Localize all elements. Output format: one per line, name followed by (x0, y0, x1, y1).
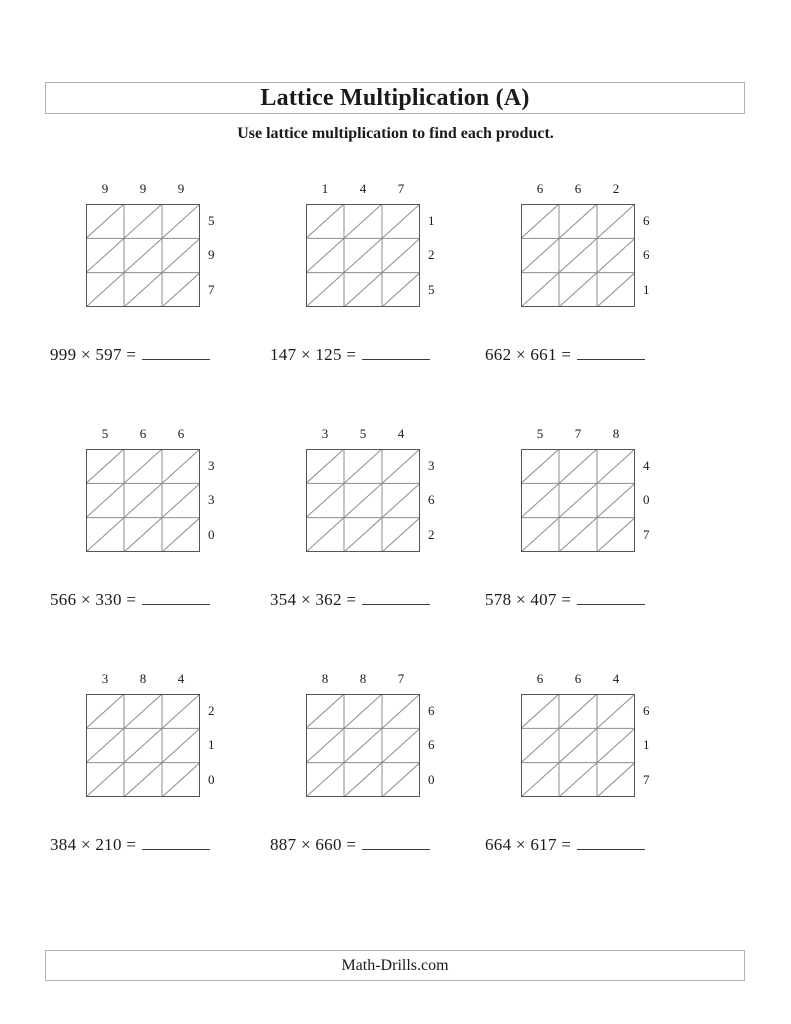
right-digits-column (208, 204, 232, 307)
top-digit: 5 (536, 426, 544, 441)
footer-box (45, 950, 745, 981)
right-digit: 1 (643, 281, 650, 297)
top-digit: 8 (359, 671, 367, 686)
top-digits-row (306, 178, 420, 200)
right-digit: 9 (208, 247, 215, 263)
right-digit: 4 (643, 458, 650, 473)
lattice-problem-1 (50, 178, 265, 418)
problem-row (0, 423, 791, 668)
right-digit: 0 (643, 492, 650, 508)
right-digit: 7 (643, 771, 650, 787)
top-digits-row (306, 423, 420, 445)
right-digits-column (428, 694, 452, 797)
lattice-svg (86, 449, 200, 552)
lattice-grid (306, 694, 420, 797)
equation-text: 999 × 597 = (50, 345, 137, 364)
answer-blank[interactable] (362, 344, 430, 360)
equation-text: 664 × 617 = (485, 835, 572, 854)
right-digits-column (208, 449, 232, 552)
top-digits-row (306, 668, 420, 690)
top-digits-row (521, 178, 635, 200)
top-digit: 6 (177, 426, 185, 441)
title-box (45, 82, 745, 114)
right-digits-column (208, 694, 232, 797)
footer-label: Math-Drills.com (341, 956, 449, 974)
lattice-problem-8 (270, 668, 485, 908)
right-digit: 7 (208, 281, 215, 297)
answer-blank[interactable] (142, 344, 210, 360)
right-digits-column (643, 694, 667, 797)
instructions-text: Use lattice multiplication to find each product. (237, 125, 554, 142)
equation-line (485, 344, 700, 372)
answer-blank[interactable] (577, 589, 645, 605)
right-digit: 2 (428, 247, 435, 263)
top-digit: 2 (612, 181, 620, 196)
lattice-problem-7 (50, 668, 265, 908)
top-digit: 6 (536, 671, 544, 686)
top-digit: 4 (397, 426, 405, 441)
right-digit: 2 (428, 526, 435, 542)
right-digit: 2 (208, 703, 215, 718)
top-digit: 9 (177, 181, 185, 196)
right-digit: 6 (428, 492, 435, 508)
lattice-grid (306, 449, 420, 552)
top-digit: 6 (536, 181, 544, 196)
lattice-problem-5 (270, 423, 485, 663)
right-digit: 1 (643, 737, 650, 753)
answer-blank[interactable] (362, 589, 430, 605)
top-digit: 3 (321, 426, 329, 441)
top-digit: 5 (101, 426, 109, 441)
right-digit: 5 (428, 281, 435, 297)
right-digit: 6 (643, 247, 650, 263)
lattice-grid (521, 449, 635, 552)
lattice-svg (306, 204, 420, 307)
right-digit: 5 (208, 213, 215, 228)
lattice-problem-2 (270, 178, 485, 418)
equation-text: 566 × 330 = (50, 590, 137, 609)
top-digit: 8 (321, 671, 329, 686)
right-digit: 0 (208, 771, 215, 787)
answer-blank[interactable] (577, 344, 645, 360)
lattice-grid (86, 449, 200, 552)
problem-row (0, 178, 791, 423)
top-digit: 3 (101, 671, 109, 686)
lattice-svg (521, 204, 635, 307)
lattice-grid (86, 694, 200, 797)
equation-text: 887 × 660 = (270, 835, 357, 854)
right-digit: 6 (428, 737, 435, 753)
page-title: Lattice Multiplication (A) (260, 85, 530, 111)
top-digit: 6 (574, 181, 582, 196)
lattice-grid (86, 204, 200, 307)
right-digits-column (428, 204, 452, 307)
top-digit: 1 (321, 181, 329, 196)
right-digit: 3 (208, 458, 215, 473)
top-digit: 7 (397, 671, 405, 686)
lattice-grid (521, 694, 635, 797)
top-digit: 4 (359, 181, 367, 196)
top-digit: 8 (139, 671, 147, 686)
top-digits-row (521, 668, 635, 690)
equation-text: 147 × 125 = (270, 345, 357, 364)
lattice-svg (306, 694, 420, 797)
top-digit: 7 (574, 426, 582, 441)
top-digits-row (86, 178, 200, 200)
answer-blank[interactable] (142, 589, 210, 605)
equation-text: 384 × 210 = (50, 835, 137, 854)
right-digits-column (428, 449, 452, 552)
equation-line (270, 344, 485, 372)
right-digit: 6 (643, 213, 650, 228)
equation-line (485, 589, 700, 617)
lattice-svg (86, 204, 200, 307)
answer-blank[interactable] (362, 834, 430, 850)
equation-line (50, 589, 265, 617)
right-digits-column (643, 204, 667, 307)
equation-line (50, 834, 265, 862)
lattice-grid (521, 204, 635, 307)
top-digit: 5 (359, 426, 367, 441)
right-digit: 7 (643, 526, 650, 542)
equation-text: 662 × 661 = (485, 345, 572, 364)
right-digit: 3 (208, 492, 215, 508)
equation-line (270, 834, 485, 862)
right-digit: 3 (428, 458, 435, 473)
problem-row (0, 668, 791, 913)
answer-blank[interactable] (577, 834, 645, 850)
top-digits-row (86, 423, 200, 445)
equation-text: 578 × 407 = (485, 590, 572, 609)
problems-container (0, 178, 791, 913)
lattice-svg (86, 694, 200, 797)
equation-text: 354 × 362 = (270, 590, 357, 609)
top-digits-row (86, 668, 200, 690)
lattice-svg (521, 694, 635, 797)
right-digit: 6 (643, 703, 650, 718)
lattice-problem-3 (485, 178, 700, 418)
top-digit: 4 (612, 671, 620, 686)
top-digits-row (521, 423, 635, 445)
top-digit: 7 (397, 181, 405, 196)
top-digit: 6 (574, 671, 582, 686)
right-digit: 6 (428, 703, 435, 718)
lattice-grid (306, 204, 420, 307)
right-digit: 1 (428, 213, 435, 228)
answer-blank[interactable] (142, 834, 210, 850)
equation-line (485, 834, 700, 862)
top-digit: 9 (101, 181, 109, 196)
equation-line (270, 589, 485, 617)
lattice-svg (521, 449, 635, 552)
right-digit: 0 (208, 526, 215, 542)
top-digit: 8 (612, 426, 620, 441)
lattice-problem-9 (485, 668, 700, 908)
right-digit: 1 (208, 737, 215, 753)
lattice-svg (306, 449, 420, 552)
right-digit: 0 (428, 771, 435, 787)
top-digit: 4 (177, 671, 185, 686)
right-digits-column (643, 449, 667, 552)
top-digit: 9 (139, 181, 147, 196)
lattice-problem-4 (50, 423, 265, 663)
top-digit: 6 (139, 426, 147, 441)
equation-line (50, 344, 265, 372)
lattice-problem-6 (485, 423, 700, 663)
